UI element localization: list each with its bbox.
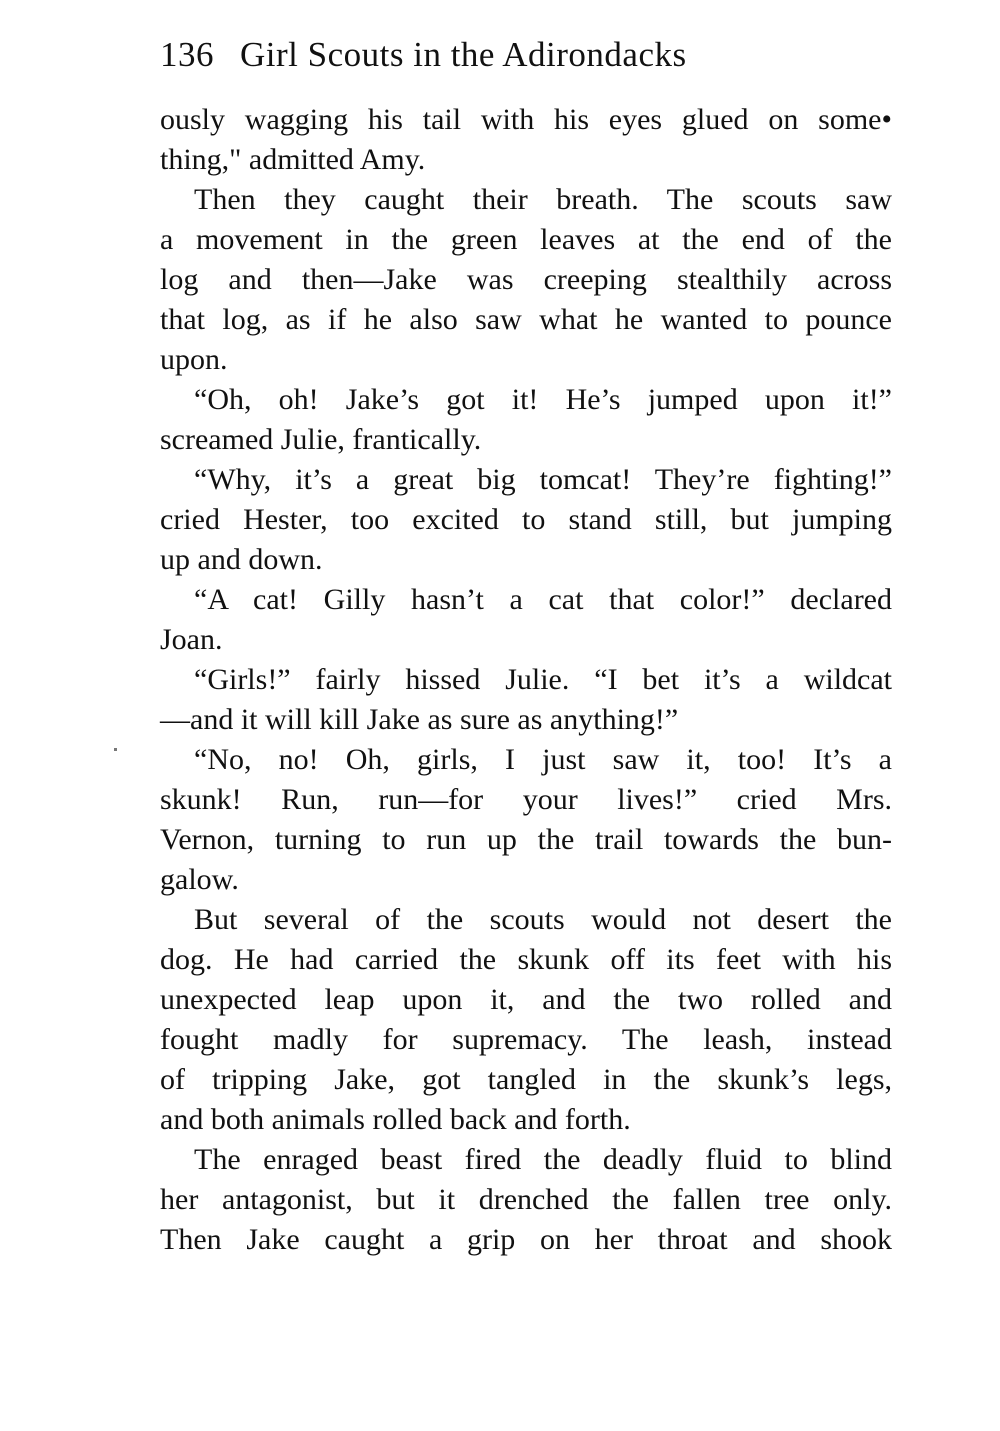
text-line: unexpected leap upon it, and the two rolled and: [160, 983, 892, 1016]
running-head: [160, 30, 900, 80]
text-line: “A cat! Gilly hasn’t a cat that color!” declared: [194, 583, 892, 616]
text-line: log and then—Jake was creeping stealthily across: [160, 263, 892, 296]
body-text: [160, 100, 892, 1260]
text-line: thing," admitted Amy.: [160, 143, 426, 176]
text-line: “Why, it’s a great big tomcat! They’re fighting!”: [194, 463, 892, 496]
text-line: “Girls!” fairly hissed Julie. “I bet it’s a wildcat: [194, 663, 892, 696]
text-line: fought madly for supremacy. The leash, instead: [160, 1023, 892, 1056]
text-line: “No, no! Oh, girls, I just saw it, too! It’s a: [194, 743, 892, 776]
text-line: galow.: [160, 863, 239, 896]
text-line: Then they caught their breath. The scouts saw: [194, 183, 892, 216]
text-line: a movement in the green leaves at the end of the: [160, 223, 892, 256]
text-line: “Oh, oh! Jake’s got it! He’s jumped upon it!”: [194, 383, 892, 416]
text-line: ously wagging his tail with his eyes glued on some•: [160, 103, 892, 136]
text-line: and both animals rolled back and forth.: [160, 1103, 631, 1136]
text-line: —and it will kill Jake as sure as anything!”: [160, 703, 679, 736]
text-line: of tripping Jake, got tangled in the skunk’s legs,: [160, 1063, 892, 1096]
text-line: cried Hester, too excited to stand still, but jumping: [160, 503, 892, 536]
text-line: that log, as if he also saw what he wanted to pounce: [160, 303, 892, 336]
text-line: Then Jake caught a grip on her throat and shook: [160, 1223, 892, 1256]
stray-ink-mark: [114, 748, 117, 751]
text-line: Joan.: [160, 623, 223, 656]
text-line: up and down.: [160, 543, 323, 576]
text-line: dog. He had carried the skunk off its feet with his: [160, 943, 892, 976]
text-line: Vernon, turning to run up the trail towards the bun-: [160, 823, 892, 856]
page-number: 136: [160, 35, 214, 74]
text-line: But several of the scouts would not desert the: [194, 903, 892, 936]
text-line: The enraged beast fired the deadly fluid to blind: [194, 1143, 892, 1176]
text-line: her antagonist, but it drenched the fallen tree only.: [160, 1183, 892, 1216]
text-line: screamed Julie, frantically.: [160, 423, 482, 456]
book-title: Girl Scouts in the Adirondacks: [240, 35, 687, 74]
text-line: skunk! Run, run—for your lives!” cried Mrs.: [160, 783, 892, 816]
text-line: upon.: [160, 343, 228, 376]
